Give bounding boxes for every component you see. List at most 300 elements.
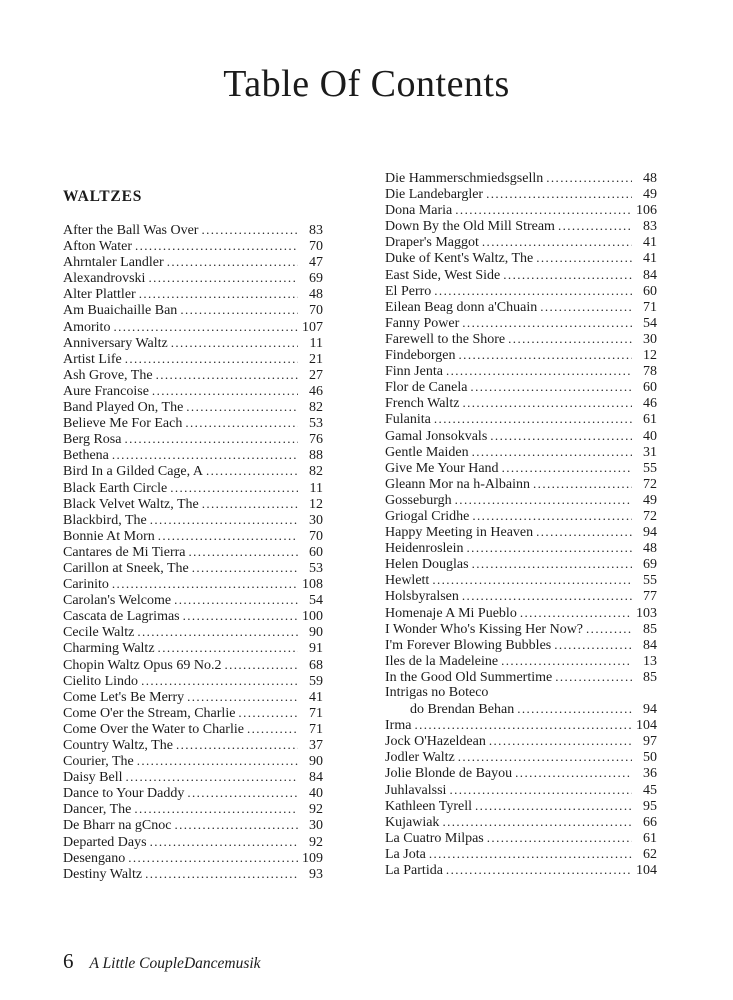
entry-page-number: 50 bbox=[643, 750, 657, 766]
dot-leader bbox=[170, 480, 298, 497]
dot-leader bbox=[185, 415, 298, 432]
entry-title: Cascata de Lagrimas bbox=[63, 609, 180, 625]
entry-title: La Partida bbox=[385, 863, 443, 879]
dot-leader bbox=[554, 637, 632, 654]
dot-leader bbox=[489, 733, 632, 750]
entry-page-number: 83 bbox=[643, 219, 657, 235]
dot-leader bbox=[515, 765, 632, 782]
entry-title: After the Ball Was Over bbox=[63, 223, 199, 238]
toc-entry bbox=[385, 363, 657, 379]
toc-entry bbox=[63, 254, 323, 270]
entry-page-number: 37 bbox=[309, 738, 323, 753]
toc-entry bbox=[385, 765, 657, 781]
dot-leader bbox=[134, 801, 298, 818]
entry-title: Jodler Waltz bbox=[385, 750, 455, 766]
dot-leader bbox=[475, 798, 632, 815]
dot-leader bbox=[167, 254, 298, 271]
entry-page-number: 88 bbox=[309, 448, 323, 464]
dot-leader bbox=[459, 347, 632, 364]
section-header-waltzes: WALTZES bbox=[63, 188, 143, 205]
entry-title: Holsbyralsen bbox=[385, 589, 459, 605]
dot-leader bbox=[137, 753, 298, 770]
entry-page-number: 76 bbox=[309, 432, 323, 448]
dot-leader bbox=[137, 624, 298, 641]
entry-page-number: 40 bbox=[643, 428, 657, 444]
toc-entry bbox=[385, 798, 657, 814]
toc-entry bbox=[385, 444, 657, 460]
entry-title: Griogal Cridhe bbox=[385, 508, 470, 524]
dot-leader bbox=[171, 335, 298, 352]
dot-leader bbox=[434, 283, 632, 300]
dot-leader bbox=[470, 379, 632, 396]
toc-entry bbox=[63, 721, 323, 737]
entry-page-number: 84 bbox=[643, 267, 657, 283]
entry-page-number: 97 bbox=[643, 734, 657, 750]
toc-entry bbox=[63, 817, 323, 833]
entry-page-number: 11 bbox=[309, 335, 323, 351]
toc-entry bbox=[63, 769, 323, 785]
entry-page-number: 71 bbox=[309, 721, 323, 737]
toc-entry bbox=[385, 460, 657, 476]
dot-leader bbox=[174, 592, 298, 609]
toc-column-right bbox=[385, 170, 657, 882]
toc-entry bbox=[385, 218, 657, 234]
toc-entry bbox=[63, 624, 323, 640]
entry-page-number: 72 bbox=[643, 476, 657, 492]
toc-entry bbox=[385, 669, 657, 685]
entry-page-number: 94 bbox=[643, 525, 657, 541]
dot-leader bbox=[432, 572, 632, 589]
entry-page-number: 90 bbox=[309, 754, 323, 770]
dot-leader bbox=[503, 267, 632, 284]
dot-leader bbox=[148, 270, 298, 287]
toc-entry bbox=[385, 814, 657, 830]
entry-page-number: 41 bbox=[643, 235, 657, 251]
entry-title: Destiny Waltz bbox=[63, 866, 143, 882]
toc-entry bbox=[63, 431, 323, 447]
entry-page-number: 21 bbox=[309, 351, 323, 367]
entry-title: Believe Me For Each bbox=[63, 416, 183, 432]
toc-entry bbox=[385, 299, 657, 315]
dot-leader bbox=[176, 737, 298, 754]
entry-page-number: 85 bbox=[643, 621, 657, 637]
dot-leader bbox=[458, 749, 632, 766]
dot-leader bbox=[455, 202, 632, 219]
dot-leader bbox=[533, 476, 632, 493]
entry-title: Berg Rosa bbox=[63, 432, 122, 448]
entry-title: Country Waltz, The bbox=[63, 738, 173, 753]
entry-title: Charming Waltz bbox=[63, 641, 155, 657]
entry-title: Alter Plattler bbox=[63, 287, 136, 303]
toc-entry bbox=[385, 782, 657, 798]
entry-title: Fanny Power bbox=[385, 315, 460, 331]
entry-title: Carillon at Sneek, The bbox=[63, 560, 189, 576]
entry-title: Gamal Jonsokvals bbox=[385, 428, 488, 444]
entry-title: Alexandrovski bbox=[63, 271, 146, 287]
dot-leader bbox=[546, 170, 632, 187]
entry-title: Band Played On, The bbox=[63, 400, 184, 416]
entry-page-number: 46 bbox=[309, 383, 323, 399]
entry-page-number: 49 bbox=[643, 187, 657, 203]
toc-entry bbox=[385, 637, 657, 653]
dot-leader bbox=[187, 785, 298, 802]
toc-entry bbox=[63, 689, 323, 705]
entry-title: Fulanita bbox=[385, 412, 431, 428]
toc-entry bbox=[63, 512, 323, 528]
dot-leader bbox=[126, 769, 299, 786]
toc-entry bbox=[63, 335, 323, 351]
toc-entry bbox=[385, 476, 657, 492]
entry-title: Farewell to the Shore bbox=[385, 331, 506, 347]
entry-title: Black Velvet Waltz, The bbox=[63, 496, 199, 512]
entry-page-number: 82 bbox=[309, 400, 323, 416]
entry-page-number: 92 bbox=[309, 834, 323, 850]
dot-leader bbox=[586, 621, 632, 638]
entry-title: Heidenroslein bbox=[385, 541, 464, 557]
dot-leader bbox=[201, 222, 298, 239]
toc-entry bbox=[385, 395, 657, 411]
entry-page-number: 41 bbox=[309, 689, 323, 705]
entry-page-number: 104 bbox=[636, 718, 657, 734]
dot-leader bbox=[462, 588, 632, 605]
toc-entry bbox=[63, 480, 323, 496]
toc-entry bbox=[385, 283, 657, 299]
entry-title: Irma bbox=[385, 718, 412, 734]
dot-leader bbox=[238, 705, 298, 722]
entry-title: Die Landebargler bbox=[385, 187, 484, 203]
dot-leader bbox=[188, 544, 298, 561]
toc-entry bbox=[63, 657, 323, 673]
entry-title: Ash Grove, The bbox=[63, 367, 153, 383]
toc-entry bbox=[385, 347, 657, 363]
entry-title: Cantares de Mi Tierra bbox=[63, 544, 186, 560]
entry-page-number: 69 bbox=[643, 557, 657, 573]
toc-entry bbox=[385, 411, 657, 427]
dot-leader bbox=[145, 866, 298, 883]
entry-title: Cielito Lindo bbox=[63, 673, 139, 689]
toc-entry bbox=[63, 319, 323, 335]
entry-page-number: 90 bbox=[309, 625, 323, 641]
entry-page-number: 71 bbox=[309, 705, 323, 721]
entry-page-number: 70 bbox=[309, 528, 323, 544]
dot-leader bbox=[446, 862, 632, 879]
dot-leader bbox=[180, 302, 298, 319]
book-title: A Little CoupleDancemusik bbox=[89, 955, 261, 972]
entry-page-number: 107 bbox=[302, 319, 323, 335]
entry-title: Dancer, The bbox=[63, 802, 132, 818]
entry-title: Cecile Waltz bbox=[63, 625, 135, 641]
entry-page-number: 30 bbox=[309, 818, 323, 834]
entry-title: I Wonder Who's Kissing Her Now? bbox=[385, 621, 584, 637]
toc-entry bbox=[385, 572, 657, 588]
toc-entry bbox=[385, 428, 657, 444]
folio-page-number: 6 bbox=[63, 949, 74, 973]
entry-title: In the Good Old Summertime bbox=[385, 669, 553, 685]
dot-leader bbox=[152, 383, 298, 400]
dot-leader bbox=[555, 669, 632, 686]
dot-leader bbox=[455, 492, 632, 509]
entry-page-number: 53 bbox=[309, 416, 323, 432]
dot-leader bbox=[486, 186, 632, 203]
toc-entries-left bbox=[63, 222, 323, 882]
entry-title: Amorito bbox=[63, 319, 111, 335]
entry-title: East Side, West Side bbox=[385, 267, 501, 283]
toc-entry bbox=[385, 492, 657, 508]
entry-title: Anniversary Waltz bbox=[63, 335, 168, 351]
toc-entry bbox=[63, 608, 323, 624]
toc-entry bbox=[63, 238, 323, 254]
dot-leader bbox=[536, 250, 632, 267]
toc-entry bbox=[385, 508, 657, 524]
entry-page-number: 49 bbox=[643, 492, 657, 508]
entry-title: Courier, The bbox=[63, 754, 134, 770]
entry-title: Artist Life bbox=[63, 351, 122, 367]
entry-title: Desengano bbox=[63, 850, 126, 866]
entry-page-number: 71 bbox=[643, 299, 657, 315]
entry-page-number: 53 bbox=[309, 560, 323, 576]
dot-leader bbox=[150, 512, 298, 529]
entry-page-number: 108 bbox=[302, 577, 323, 593]
entry-page-number: 85 bbox=[643, 669, 657, 685]
entry-page-number: 48 bbox=[643, 541, 657, 557]
entry-page-number: 84 bbox=[643, 637, 657, 653]
entry-page-number: 93 bbox=[309, 866, 323, 882]
entry-page-number: 54 bbox=[309, 593, 323, 609]
toc-entry bbox=[385, 830, 657, 846]
entry-title: Gentle Maiden bbox=[385, 444, 469, 460]
entry-title: Homenaje A Mi Pueblo bbox=[385, 605, 517, 621]
dot-leader bbox=[442, 814, 632, 831]
entry-page-number: 46 bbox=[643, 396, 657, 412]
entry-title: Kujawiak bbox=[385, 814, 440, 830]
entry-title: Down By the Old Mill Stream bbox=[385, 219, 555, 235]
dot-leader bbox=[156, 367, 298, 384]
entry-title: Intrigas no Boteco bbox=[385, 685, 489, 700]
toc-entry bbox=[385, 234, 657, 250]
entry-title: Come Over the Water to Charlie bbox=[63, 721, 244, 737]
entry-page-number: 61 bbox=[643, 412, 657, 428]
dot-leader bbox=[112, 447, 298, 464]
dot-leader bbox=[192, 560, 298, 577]
entry-title: Ahrntaler Landler bbox=[63, 255, 164, 271]
entry-title: Am Buaichaille Ban bbox=[63, 303, 178, 319]
entry-title: La Jota bbox=[385, 846, 426, 862]
toc-entry bbox=[63, 801, 323, 817]
dot-leader bbox=[487, 830, 632, 847]
entry-page-number: 91 bbox=[309, 641, 323, 657]
toc-entry bbox=[63, 447, 323, 463]
entry-page-number: 30 bbox=[309, 512, 323, 528]
entry-title: El Perro bbox=[385, 283, 432, 299]
toc-entry bbox=[63, 415, 323, 431]
dot-leader bbox=[558, 218, 632, 235]
entry-title: Flor de Canela bbox=[385, 380, 468, 396]
toc-entry bbox=[63, 673, 323, 689]
entry-page-number: 55 bbox=[643, 573, 657, 589]
dot-leader bbox=[446, 363, 632, 380]
dot-leader bbox=[183, 608, 298, 625]
entry-page-number: 103 bbox=[636, 605, 657, 621]
dot-leader bbox=[472, 556, 632, 573]
entry-title: Chopin Waltz Opus 69 No.2 bbox=[63, 657, 222, 673]
toc-entry bbox=[63, 640, 323, 656]
entry-title: Gosseburgh bbox=[385, 492, 452, 508]
dot-leader bbox=[508, 331, 632, 348]
toc-entry bbox=[63, 302, 323, 318]
entry-title: Iles de la Madeleine bbox=[385, 653, 499, 669]
toc-entry bbox=[385, 524, 657, 540]
dot-leader bbox=[224, 657, 298, 674]
toc-entry bbox=[385, 250, 657, 266]
entry-page-number: 104 bbox=[636, 863, 657, 879]
entry-page-number: 92 bbox=[309, 802, 323, 818]
page-title: Table Of Contents bbox=[223, 63, 510, 105]
dot-leader bbox=[462, 315, 632, 332]
entry-page-number: 62 bbox=[643, 846, 657, 862]
toc-entry bbox=[63, 367, 323, 383]
dot-leader bbox=[158, 640, 298, 657]
entry-page-number: 45 bbox=[643, 782, 657, 798]
toc-entry bbox=[63, 351, 323, 367]
entry-page-number: 60 bbox=[309, 544, 323, 560]
toc-entry bbox=[63, 463, 323, 479]
dot-leader bbox=[112, 576, 298, 593]
entry-page-number: 77 bbox=[643, 589, 657, 605]
toc-entry bbox=[385, 202, 657, 218]
toc-entry bbox=[63, 270, 323, 286]
toc-entry bbox=[385, 588, 657, 604]
dot-leader bbox=[124, 431, 298, 448]
dot-leader bbox=[125, 351, 298, 368]
entry-page-number: 30 bbox=[643, 331, 657, 347]
toc-entry bbox=[63, 496, 323, 512]
entry-title: do Brendan Behan bbox=[410, 702, 515, 718]
entry-page-number: 70 bbox=[309, 303, 323, 319]
entry-page-number: 27 bbox=[309, 367, 323, 383]
entry-page-number: 72 bbox=[643, 508, 657, 524]
entry-title: Daisy Bell bbox=[63, 770, 123, 786]
toc-entry bbox=[63, 560, 323, 576]
toc-entry bbox=[385, 846, 657, 862]
entry-page-number: 68 bbox=[309, 657, 323, 673]
entry-title: I'm Forever Blowing Bubbles bbox=[385, 637, 552, 653]
dot-leader bbox=[517, 701, 632, 718]
entry-title: Come O'er the Stream, Charlie bbox=[63, 705, 236, 721]
toc-entry bbox=[385, 379, 657, 395]
dot-leader bbox=[187, 689, 298, 706]
entry-page-number: 109 bbox=[302, 850, 323, 866]
entry-title: De Bharr na gCnoc bbox=[63, 818, 172, 834]
toc-entry bbox=[385, 605, 657, 621]
dot-leader bbox=[414, 717, 632, 734]
toc-entry bbox=[63, 286, 323, 302]
entry-title: Gleann Mor na h-Albainn bbox=[385, 476, 531, 492]
entry-title: French Waltz bbox=[385, 396, 460, 412]
entry-title: Jock O'Hazeldean bbox=[385, 734, 486, 750]
page-footer bbox=[63, 949, 261, 974]
entry-title: Bird In a Gilded Cage, A bbox=[63, 464, 203, 480]
entry-title: Findeborgen bbox=[385, 348, 456, 364]
entry-title: Blackbird, The bbox=[63, 512, 147, 528]
toc-entry bbox=[385, 267, 657, 283]
toc-entry bbox=[63, 383, 323, 399]
entry-page-number: 61 bbox=[643, 830, 657, 846]
entry-title: Come Let's Be Merry bbox=[63, 689, 185, 705]
entry-title: Dance to Your Daddy bbox=[63, 786, 185, 802]
entry-page-number: 82 bbox=[309, 464, 323, 480]
entry-page-number: 106 bbox=[636, 203, 657, 219]
dot-leader bbox=[472, 508, 632, 525]
dot-leader bbox=[482, 234, 632, 251]
toc-entry bbox=[385, 749, 657, 765]
toc-entry bbox=[63, 222, 323, 238]
dot-leader bbox=[502, 460, 632, 477]
entry-title: Happy Meeting in Heaven bbox=[385, 525, 534, 541]
entry-page-number: 70 bbox=[309, 239, 323, 255]
entry-title: Bethena bbox=[63, 448, 109, 464]
toc-entry bbox=[63, 785, 323, 801]
toc-columns bbox=[63, 170, 657, 882]
entry-title: Bonnie At Morn bbox=[63, 528, 155, 544]
entry-title: Duke of Kent's Waltz, The bbox=[385, 251, 534, 267]
toc-entry bbox=[63, 866, 323, 882]
entry-title: La Cuatro Milpas bbox=[385, 830, 484, 846]
entry-page-number: 36 bbox=[643, 766, 657, 782]
toc-entry bbox=[63, 705, 323, 721]
dot-leader bbox=[135, 238, 298, 255]
toc-entry bbox=[63, 399, 323, 415]
entry-title: Dona Maria bbox=[385, 203, 453, 219]
entry-page-number: 40 bbox=[309, 786, 323, 802]
dot-leader bbox=[150, 834, 298, 851]
toc-entry bbox=[63, 850, 323, 866]
dot-leader bbox=[434, 411, 632, 428]
toc-column-left bbox=[63, 170, 323, 882]
dot-leader bbox=[206, 463, 298, 480]
dot-leader bbox=[449, 782, 632, 799]
toc-entry bbox=[385, 717, 657, 733]
toc-entry bbox=[385, 621, 657, 637]
entry-page-number: 12 bbox=[643, 348, 657, 364]
dot-leader bbox=[490, 428, 632, 445]
toc-entry bbox=[385, 733, 657, 749]
toc-entry bbox=[385, 331, 657, 347]
toc-entry bbox=[385, 315, 657, 331]
entry-page-number: 66 bbox=[643, 814, 657, 830]
entry-page-number: 59 bbox=[309, 673, 323, 689]
toc-entry bbox=[385, 653, 657, 669]
toc-entries-right bbox=[385, 170, 657, 878]
entry-title: Departed Days bbox=[63, 834, 147, 850]
entry-title: Afton Water bbox=[63, 239, 132, 255]
toc-entry bbox=[385, 862, 657, 878]
entry-page-number: 60 bbox=[643, 380, 657, 396]
toc-entry bbox=[385, 540, 657, 556]
entry-page-number: 95 bbox=[643, 798, 657, 814]
dot-leader bbox=[158, 528, 298, 545]
dot-leader bbox=[247, 721, 298, 738]
entry-page-number: 11 bbox=[309, 480, 323, 496]
toc-entry bbox=[63, 528, 323, 544]
entry-title: Black Earth Circle bbox=[63, 480, 168, 496]
dot-leader bbox=[520, 605, 632, 622]
entry-page-number: 60 bbox=[643, 283, 657, 299]
toc-entry bbox=[63, 737, 323, 753]
entry-title: Jolie Blonde de Bayou bbox=[385, 766, 513, 782]
toc-entry bbox=[385, 685, 657, 701]
entry-page-number: 47 bbox=[309, 255, 323, 271]
entry-title: Eilean Beag donn a'Chuain bbox=[385, 299, 538, 315]
